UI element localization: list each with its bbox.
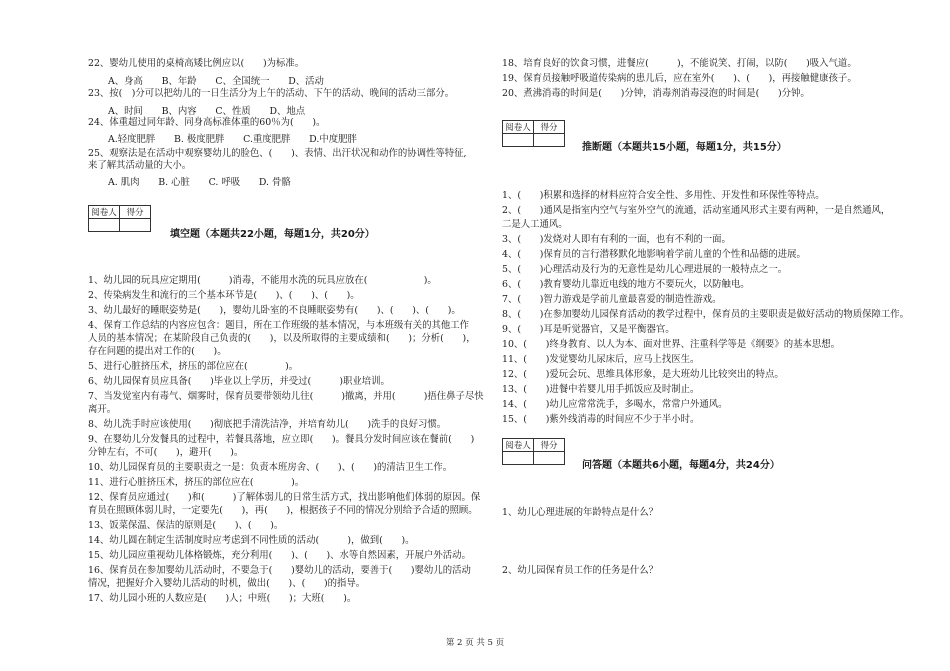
score-label: 得分	[534, 439, 565, 452]
fill-6: 6、幼儿园保育员应具备( )毕业以上学历，并受过( )职业培训。	[88, 376, 390, 387]
score-cell	[534, 134, 565, 147]
fill-17: 17、幼儿园小班的人数应是( )人；中班( )；大班( )。	[88, 593, 357, 604]
judge-10: 10、( )终身教育、以人为本、面对世界、注重科学等是《纲要》的基本思想。	[502, 339, 840, 350]
judge-12: 12、( )爱玩会玩、思维具体形象，是大班幼儿比较突出的特点。	[502, 369, 784, 380]
fill-4-cont: 人员的基本情况；在某阶段自己负责的( )，以及所取得的主要成绩和( )；分析( )，	[88, 333, 476, 344]
score-label: 得分	[534, 121, 565, 134]
fill-1: 1、幼儿园的玩具应定期用( )消毒，不能用水洗的玩具应放在( )。	[88, 275, 437, 286]
fill-5: 5、进行心脏挤压术，挤压的部位应在( )。	[88, 361, 299, 372]
question-24-options: A.轻度肥胖 B. 极度肥胖 C.重度肥胖 D.中度肥胖	[108, 134, 357, 145]
fill-19: 19、保育员接触呼吸道传染病的患儿后，应在室外( )、( )，再接触健康孩子。	[502, 73, 857, 84]
fill-16: 16、保育员在参加婴幼儿活动时，不要急于( )婴幼儿的活动，要善于( )婴幼儿的活动	[88, 565, 471, 576]
judge-2: 2、( )通风是指室内空气与室外空气的流通，活动室通风形式主要有两种，一是自然通风，	[502, 205, 891, 216]
page-number: 第 2 页 共 5 页	[445, 638, 505, 648]
qa-1: 1、幼儿心理进展的年龄特点是什么？	[502, 507, 658, 518]
question-23: 23、按( )分可以把幼儿的一日生活分为上午的活动、下午的活动、晚间的活动三部分。	[88, 88, 455, 99]
judge-4: 4、( )保育员的言行潜移默化地影响着学前儿童的个性和品德的进展。	[502, 249, 806, 260]
reviewer-cell	[503, 452, 534, 465]
question-22: 22、婴幼儿使用的桌椅高矮比例应以( )为标准。	[88, 58, 305, 69]
fill-12-cont: 育员在照顾体弱儿时，一定要先( )，再( )，根据孩子不同的情况分别给予合适的照顾。	[88, 505, 478, 516]
judge-5: 5、( )心理活动及行为的无意性是幼儿心理进展的一般特点之一。	[502, 264, 788, 275]
score-cell	[534, 452, 565, 465]
fill-8: 8、幼儿洗手时应该使用( )彻底把手清洗洁净，并培育幼儿( )洗手的良好习惯。	[88, 419, 447, 430]
fill-2: 2、传染病发生和流行的三个基本环节是( )、( )、( )。	[88, 290, 360, 301]
judge-8: 8、( )在参加婴幼儿园保育活动的教学过程中，保育员的主要职责是做好活动的物质保障工作。	[502, 309, 910, 320]
question-25: 25、观察法是在活动中观察婴幼儿的脸色、( )、表情、出汗状况和动作的协调性等特征,	[88, 148, 467, 159]
section-title-fill: 填空题（本题共22小题，每题1分，共20分）	[170, 229, 375, 240]
section-title-judge: 推断题（本题共15小题，每题1分，共15分）	[582, 142, 787, 153]
judge-6: 6、( )教育婴幼儿靠近电线的地方不要玩火，以防触电。	[502, 279, 750, 290]
reviewer-cell	[89, 219, 120, 232]
fill-15: 15、幼儿园应重视幼儿体格锻炼，充分利用( )、( )、水等自然因素，开展户外活动。	[88, 550, 471, 561]
section-title-qa: 问答题（本题共6小题，每题4分，共24分）	[582, 460, 780, 471]
judge-3: 3、( )发烧对人即有有利的一面，也有不利的一面。	[502, 234, 731, 245]
fill-14: 14、幼儿圆在制定生活制度时应考虑到不同性质的活动( )，做到( )。	[88, 535, 415, 546]
qa-2: 2、幼儿园保育员工作的任务是什么？	[502, 565, 658, 576]
fill-4: 4、保育工作总结的内容应包含：题目，所在工作班级的基本情况，与本班级有关的其他工作	[88, 320, 469, 331]
question-25-options: A. 肌肉 B. 心脏 C. 呼吸 D. 骨骼	[108, 177, 291, 188]
score-box	[502, 438, 565, 465]
question-25-cont: 来了解其活动量的大小。	[88, 160, 192, 171]
reviewer-label: 阅卷人	[503, 121, 534, 134]
fill-9-cont: 分钟左右，不可( )，避开( )。	[88, 447, 244, 458]
fill-12: 12、保育员应通过( )和( )了解体弱儿的日常生活方式，找出影响他们体弱的原因。保	[88, 492, 481, 503]
fill-18: 18、培育良好的饮食习惯，进餐应( )，不能说笑、打闹，以防( )吸入气道。	[502, 58, 857, 69]
judge-7: 7、( )智力游戏是学前儿童最喜爱的制造性游戏。	[502, 294, 722, 305]
fill-4-cont2: 存在问题的提出对工作的( )。	[88, 346, 227, 357]
fill-7-cont: 离开。	[88, 404, 117, 415]
question-22-options: A、身高 B、年龄 C、全国统一 D、活动	[108, 76, 324, 87]
score-box	[502, 120, 565, 147]
fill-11: 11、进行心脏挤压术，挤压的部位应在( )。	[88, 477, 305, 488]
judge-15: 15、( )紫外线消毒的时间应不少于半小时。	[502, 414, 700, 425]
fill-3: 3、幼儿最好的睡眠姿势是( )，婴幼儿卧室的不良睡眠姿势有( )、( )、( )。	[88, 305, 461, 316]
score-cell	[120, 219, 151, 232]
fill-9: 9、在婴幼儿分发餐具的过程中，若餐具落地，应立即( )。餐具分发时间应该在餐前( )	[88, 434, 475, 445]
fill-16-cont: 情况，把握好介入婴幼儿活动的时机，做出( )、( )的指导。	[88, 578, 366, 589]
fill-7: 7、当发觉室内有毒气、烟雾时，保育员要带领幼儿往( )撤离，并用( )捂住鼻子尽快	[88, 391, 484, 402]
reviewer-label: 阅卷人	[89, 206, 120, 219]
fill-10: 10、幼儿园保育员的主要职责之一是：负责本班房舍、( )、( )的清洁卫生工作。	[88, 462, 453, 473]
judge-14: 14、( )幼儿应常常洗手，多喝水，常常户外通风。	[502, 399, 728, 410]
fill-13: 13、饭菜保温、保洁的原则是( )、( )。	[88, 520, 284, 531]
judge-1: 1、( )积累和选择的材料应符合安全性、多用性、开发性和环保性等特点。	[502, 190, 825, 201]
judge-2-cont: 二是人工通风。	[502, 219, 568, 230]
reviewer-cell	[503, 134, 534, 147]
judge-11: 11、( )发觉婴幼儿尿床后，应马上找医生。	[502, 354, 700, 365]
reviewer-label: 阅卷人	[503, 439, 534, 452]
fill-20: 20、煮沸消毒的时间是( )分钟，消毒剂消毒浸泡的时间是( )分钟。	[502, 88, 810, 99]
judge-9: 9、( )耳是听觉器官，又是平衡器官。	[502, 324, 675, 335]
score-label: 得分	[120, 206, 151, 219]
score-box	[88, 205, 151, 232]
question-23-options: A、时间 B、内容 C、性质 D、地点	[108, 106, 306, 117]
judge-13: 13、( )进餐中若婴儿用手抓饭应及时制止。	[502, 384, 700, 395]
question-24: 24、体重超过同年龄、同身高标准体重的60％为( )。	[88, 117, 326, 128]
